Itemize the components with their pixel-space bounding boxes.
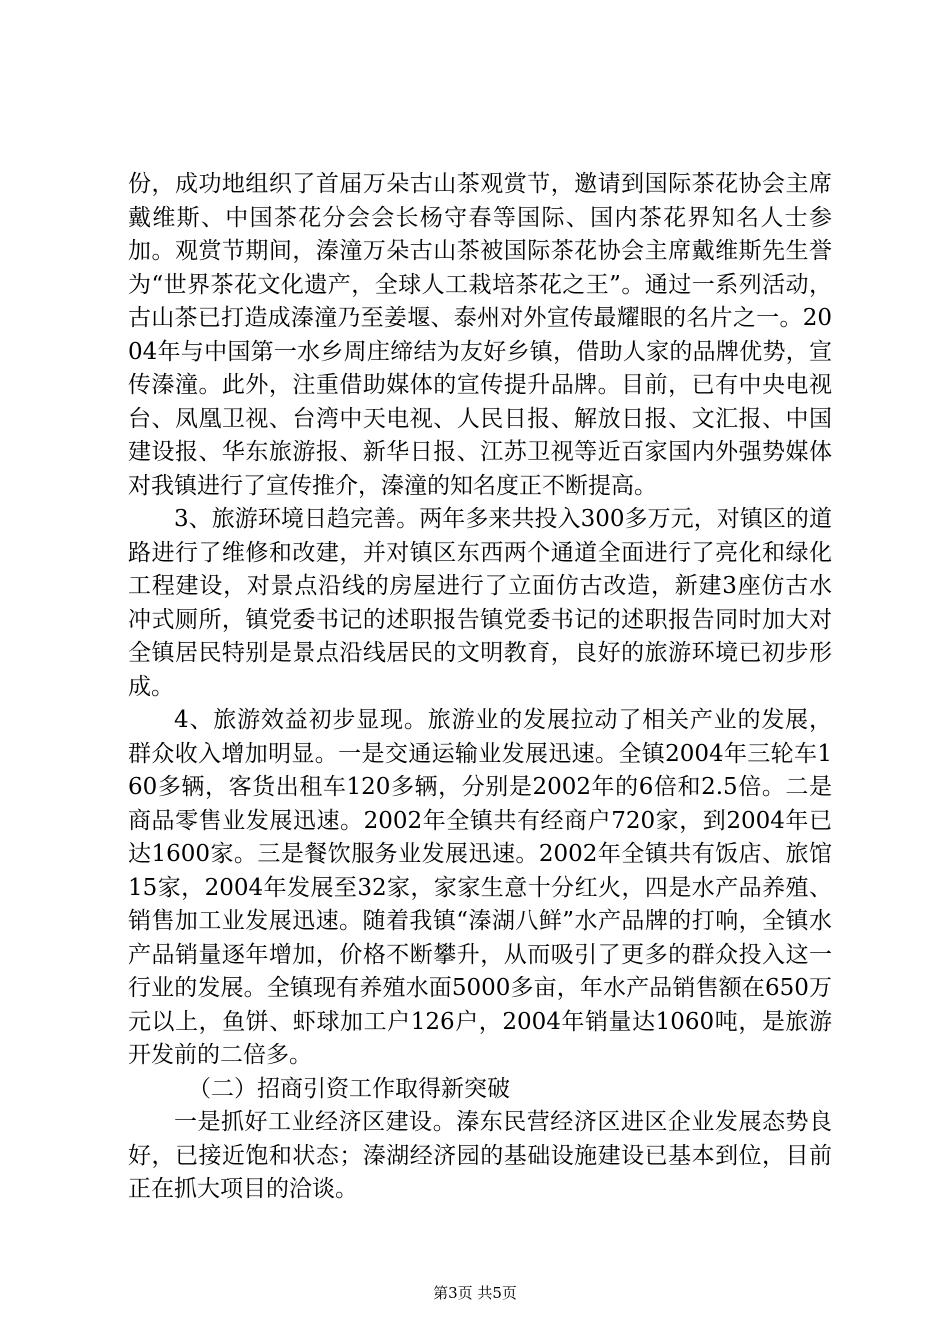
paragraph-tea-festival: 份，成功地组织了首届万朵古山茶观赏节，邀请到国际茶花协会主席戴维斯、中国茶花分会会长杨守春等国际、国内茶花界知名人士参加。观赏节期间，溱潼万朵古山茶被国际茶花协会主席戴维斯先生誉为“世界茶花文化遗产，全球人工栽培茶花之王”。通过一系列活动，古山茶已打造成溱潼乃至姜堰、泰州对外宣传最耀眼的名片之一。2004年与中国第一水乡周庄缔结为友好乡镇，借助人家的品牌优势，宣传溱潼。此外，注重借助媒体的宣传提升品牌。目前，已有中央电视台、凤凰卫视、台湾中天电视、人民日报、解放日报、文汇报、中国建设报、华东旅游报、新华日报、江苏卫视等近百家国内外强势媒体对我镇进行了宣传推介，溱潼的知名度正不断提高。 <box>128 171 832 499</box>
paragraph-tourism-environment: 3、旅游环境日趋完善。两年多来共投入300多万元，对镇区的道路进行了维修和改建，并对镇区东西两个通道全面进行了亮化和绿化工程建设，对景点沿线的房屋进行了立面仿古改造，新建3座仿古水冲式厕所，镇党委书记的述职报告镇党委书记的述职报告同时加大对全镇居民特别是景点沿线居民的文明教育，良好的旅游环境已初步形成。 <box>128 506 832 700</box>
page-footer: 第3页 共5页 <box>433 1284 517 1302</box>
document-body <box>128 168 832 1207</box>
paragraph-industrial-zone: 一是抓好工业经济区建设。溱东民营经济区进区企业发展态势良好，已接近饱和状态；溱湖经济园的基础设施建设已基本到位，目前正在抓大项目的洽谈。 <box>128 1109 832 1202</box>
paragraph-tourism-benefits: 4、旅游效益初步显现。旅游业的发展拉动了相关产业的发展，群众收入增加明显。一是交通运输业发展迅速。全镇2004年三轮车160多辆，客货出租车120多辆，分别是2002年的6倍和2.5倍。二是商品零售业发展迅速。2002年全镇共有经商户720家，到2004年已达1600家。三是餐饮服务业发展迅速。2002年全镇共有饭店、旅馆15家，2004年发展至32家，家家生意十分红火，四是水产品养殖、销售加工业发展迅速。随着我镇“溱湖八鲜”水产品牌的打响，全镇水产品销量逐年增加，价格不断攀升，从而吸引了更多的群众投入这一行业的发展。全镇现有养殖水面5000多亩，年水产品销售额在650万元以上，鱼饼、虾球加工户126户，2004年销量达1060吨，是旅游开发前的二倍多。 <box>128 707 832 1068</box>
section-heading-investment: （二）招商引资工作取得新突破 <box>188 1075 510 1102</box>
